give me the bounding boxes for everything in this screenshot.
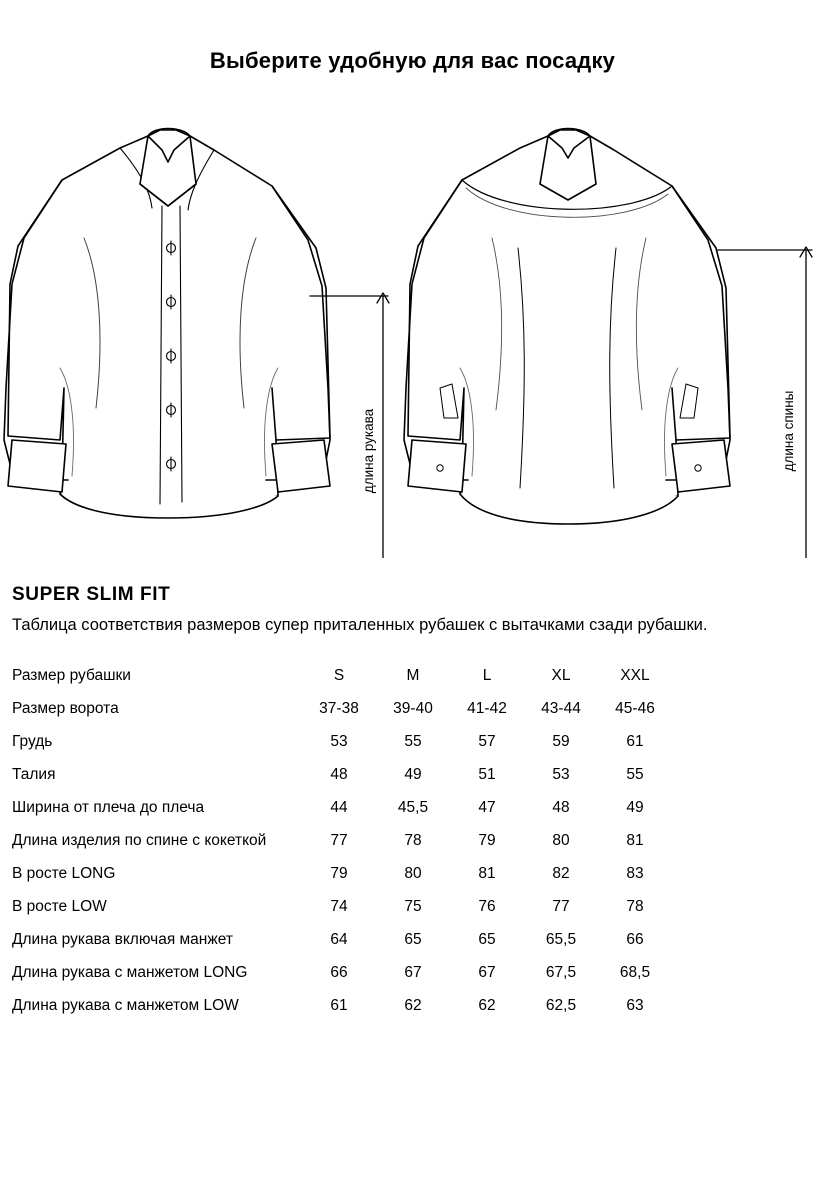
row-value: 63 (626, 997, 644, 1015)
table-header-label: Размер рубашки (12, 667, 131, 685)
row-label: Длина рукава с манжетом LOW (12, 997, 239, 1015)
table-header-size-xxl: XXL (620, 667, 650, 685)
fit-name: SUPER SLIM FIT (12, 584, 171, 605)
page-title: Выберите удобную для вас посадку (209, 48, 616, 73)
row-value: 59 (552, 733, 570, 751)
table-row (12, 990, 672, 1023)
row-value: 47 (478, 799, 496, 817)
row-value: 44 (330, 799, 348, 817)
row-value: 45-46 (615, 700, 655, 718)
back-measure-bracket (718, 247, 812, 558)
table-row (12, 792, 672, 825)
row-label: В росте LOW (12, 898, 107, 916)
table-header-row (12, 660, 672, 693)
row-value: 77 (330, 832, 348, 850)
row-value: 74 (330, 898, 348, 916)
front-shirt-illustration (4, 129, 330, 519)
row-value: 80 (404, 865, 422, 883)
row-value: 68,5 (619, 964, 651, 982)
row-value: 57 (478, 733, 496, 751)
table-header-size-xl: XL (551, 667, 571, 685)
row-value: 75 (404, 898, 422, 916)
row-value: 53 (330, 733, 348, 751)
row-label: Длина рукава включая манжет (12, 931, 233, 949)
row-value: 64 (330, 931, 348, 949)
row-value: 39-40 (393, 700, 433, 718)
row-value: 82 (552, 865, 570, 883)
row-value: 67 (478, 964, 496, 982)
table-row (12, 759, 672, 792)
row-value: 67,5 (545, 964, 577, 982)
row-value: 67 (404, 964, 422, 982)
row-value: 65,5 (545, 931, 577, 949)
row-label: Талия (12, 766, 56, 784)
shirt-illustrations (0, 88, 825, 558)
row-value: 76 (478, 898, 496, 916)
row-label: Грудь (12, 733, 53, 751)
row-value: 43-44 (541, 700, 581, 718)
row-value: 62 (478, 997, 496, 1015)
back-measure-label: длина спины (781, 390, 796, 472)
row-value: 78 (404, 832, 422, 850)
row-value: 79 (478, 832, 496, 850)
front-measure-label: длина рукава (361, 408, 376, 494)
row-value: 55 (404, 733, 422, 751)
row-value: 61 (626, 733, 644, 751)
back-shirt-illustration (404, 129, 730, 525)
table-header-size-s: S (333, 667, 345, 685)
row-value: 66 (626, 931, 644, 949)
row-value: 61 (330, 997, 348, 1015)
table-row (12, 825, 672, 858)
row-value: 77 (552, 898, 570, 916)
row-value: 62,5 (545, 997, 577, 1015)
table-row (12, 891, 672, 924)
table-row (12, 924, 672, 957)
row-value: 65 (478, 931, 496, 949)
row-value: 66 (330, 964, 348, 982)
row-value: 78 (626, 898, 644, 916)
fit-description-block (0, 584, 825, 638)
table-row (12, 726, 672, 759)
row-value: 53 (552, 766, 570, 784)
row-value: 37-38 (319, 700, 359, 718)
table-header-size-l: L (482, 667, 492, 685)
row-value: 48 (552, 799, 570, 817)
row-label: Ширина от плеча до плеча (12, 799, 205, 817)
table-row (12, 693, 672, 726)
row-value: 65 (404, 931, 422, 949)
row-value: 83 (626, 865, 644, 883)
row-label: Размер ворота (12, 700, 119, 718)
row-value: 79 (330, 865, 348, 883)
row-value: 49 (626, 799, 644, 817)
row-value: 80 (552, 832, 570, 850)
size-table (12, 660, 672, 1023)
table-row (12, 858, 672, 891)
fit-description: Таблица соответствия размеров супер приталенных рубашек с вытачками сзади рубашки. (12, 616, 708, 634)
row-value: 48 (330, 766, 348, 784)
row-label: В росте LONG (12, 865, 116, 883)
row-value: 41-42 (467, 700, 507, 718)
row-value: 55 (626, 766, 644, 784)
row-value: 49 (404, 766, 422, 784)
row-label: Длина рукава с манжетом LONG (12, 964, 248, 982)
row-value: 81 (626, 832, 644, 850)
row-value: 45,5 (397, 799, 429, 817)
row-value: 51 (478, 766, 496, 784)
row-value: 81 (478, 865, 496, 883)
table-row (12, 957, 672, 990)
row-value: 62 (404, 997, 422, 1015)
table-header-size-m: M (406, 667, 420, 685)
row-label: Длина изделия по спине с кокеткой (12, 832, 267, 850)
